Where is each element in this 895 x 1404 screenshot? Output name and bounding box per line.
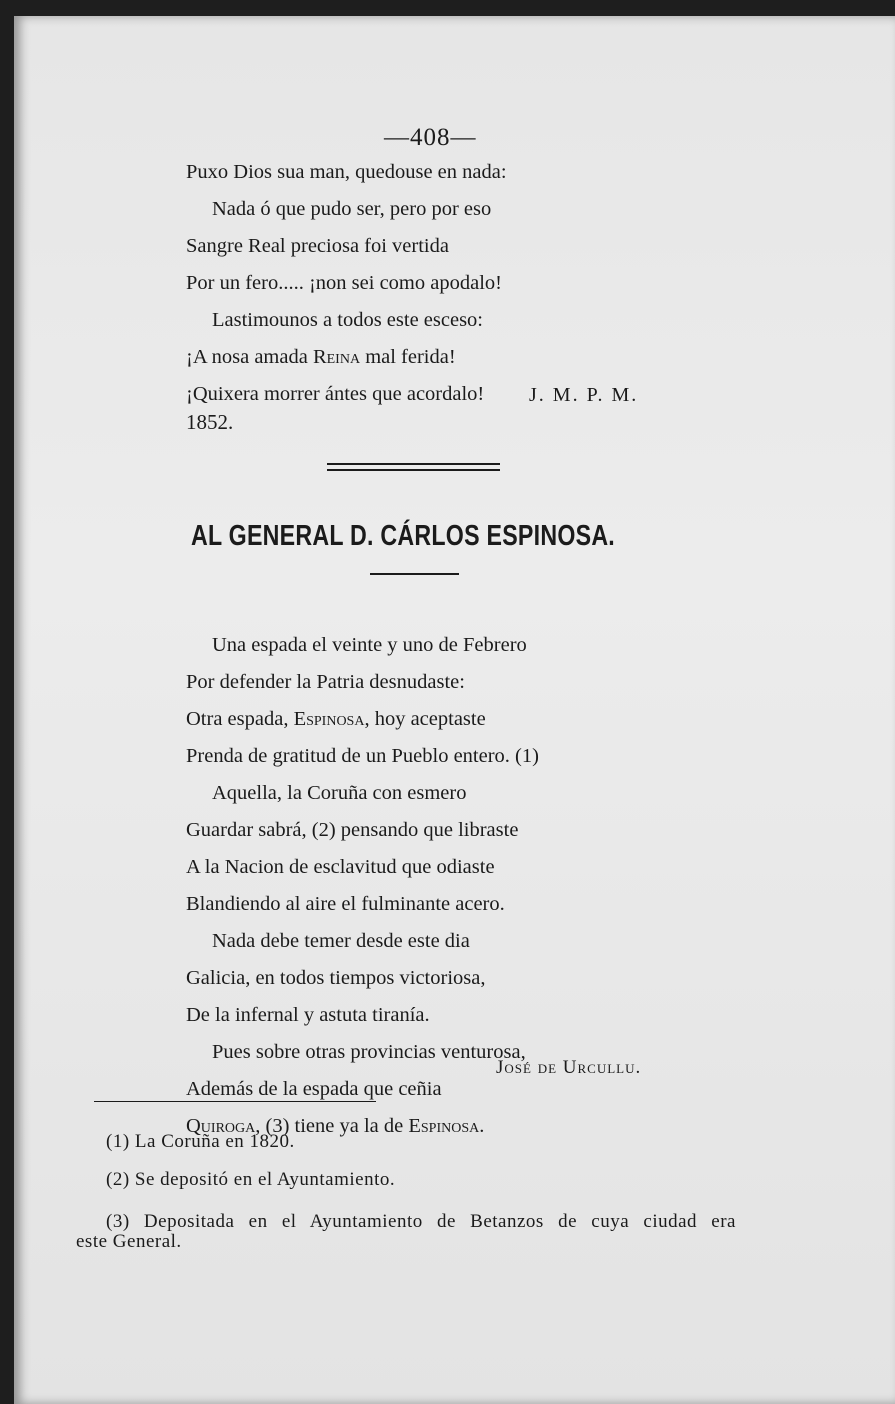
- poem-line: Pues sobre otras provincias venturosa,: [212, 1041, 526, 1063]
- poem-smallcaps: Reina: [312, 346, 361, 368]
- page-number: —408—: [384, 124, 477, 151]
- author-signature: José de Urcullu.: [496, 1057, 642, 1078]
- poem-line: Sangre Real preciosa foi vertida: [186, 235, 449, 257]
- poem-line: Una espada el veinte y uno de Febrero: [212, 634, 527, 656]
- poem-line: Aquella, la Coruña con esmero: [212, 782, 467, 804]
- footnote-1: (1) La Coruña en 1820.: [106, 1131, 295, 1152]
- poem-line: Lastimounos a todos este esceso:: [212, 309, 484, 331]
- poem-text: .: [479, 1115, 485, 1137]
- footnote-3-line-1: (3) Depositada en el Ayuntamiento de Betanzos de cuya ciudad era: [106, 1211, 736, 1232]
- poem-line: Por defender la Patria desnudaste:: [186, 671, 465, 693]
- poem-line: Guardar sabrá, (2) pensando que libraste: [186, 819, 519, 841]
- poem-text: ¡A nosa amada: [186, 346, 308, 368]
- poem-line: [186, 339, 507, 376]
- poem-text: mal ferida!: [365, 346, 456, 368]
- book-page: [14, 16, 895, 1404]
- poem-line: Además de la espada que ceñia: [186, 1078, 442, 1100]
- author-initials: J. M. P. M.: [529, 384, 639, 406]
- poem-smallcaps: Espinosa: [408, 1115, 480, 1137]
- poem-line: De la infernal y astuta tiranía.: [186, 1004, 430, 1026]
- poem-line: Nada ó que pudo ser, pero por eso: [212, 198, 492, 220]
- poem-line: Galicia, en todos tiempos victoriosa,: [186, 967, 486, 989]
- poem-line: ¡Quixera morrer ántes que acordalo!: [186, 383, 485, 405]
- poem-line: A la Nacion de esclavitud que odiaste: [186, 856, 495, 878]
- poem-line: Nada debe temer desde este dia: [212, 930, 470, 952]
- poem-text: , (3) tiene ya la de: [255, 1115, 404, 1137]
- footnote-2: (2) Se depositó en el Ayuntamiento.: [106, 1169, 396, 1190]
- footnote-3-line-2: este General.: [76, 1231, 182, 1252]
- title-rule: [370, 573, 459, 575]
- poem-line: [186, 701, 539, 738]
- poem-text: Otra espada,: [186, 708, 289, 730]
- poem-title: AL GENERAL D. CÁRLOS ESPINOSA.: [191, 520, 615, 552]
- footnote-rule: [94, 1101, 376, 1102]
- poem-sonnet: [186, 627, 539, 1145]
- poem-smallcaps: Espinosa: [293, 708, 365, 730]
- poem-line: Prenda de gratitud de un Pueblo entero. (1): [186, 745, 539, 767]
- footnote-3: [76, 1212, 736, 1252]
- poem-year: 1852.: [186, 410, 234, 434]
- poem-line: Blandiendo al aire el fulminante acero.: [186, 893, 505, 915]
- poem-galician: [186, 154, 507, 413]
- poem-line: Puxo Dios sua man, quedouse en nada:: [186, 161, 507, 183]
- section-divider: [327, 463, 500, 471]
- poem-line: Por un fero..... ¡non sei como apodalo!: [186, 272, 502, 294]
- poem-text: , hoy aceptaste: [364, 708, 486, 730]
- poem-smallcaps: Quiroga: [186, 1115, 256, 1137]
